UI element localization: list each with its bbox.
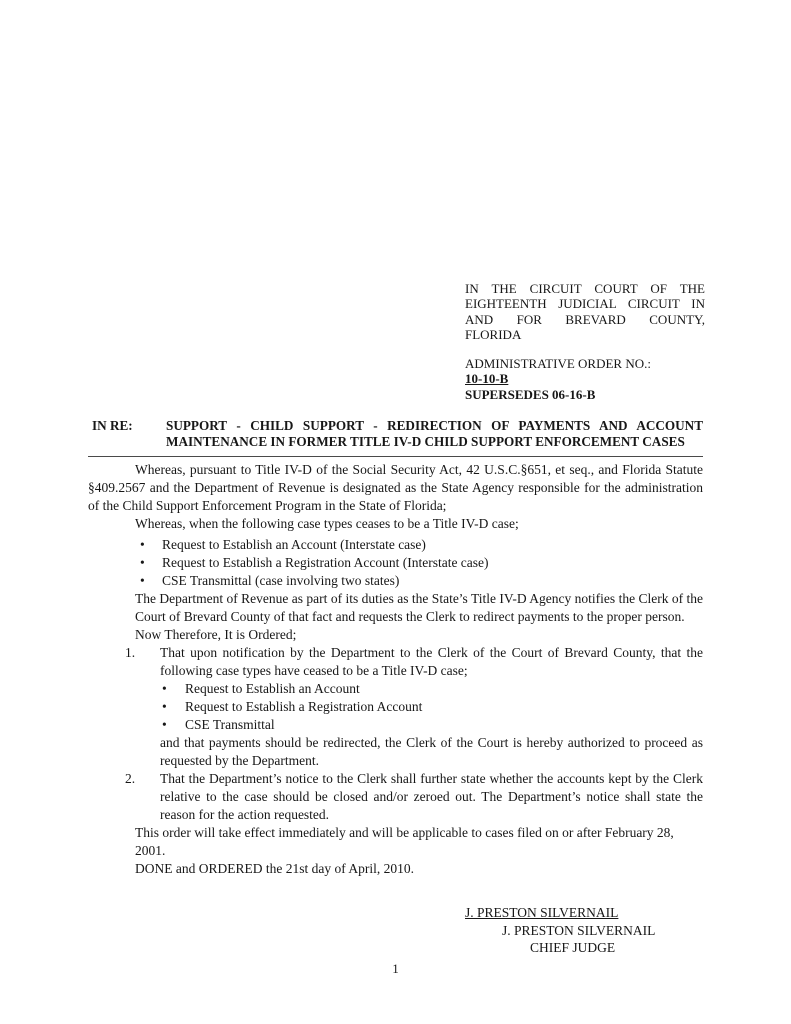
ordered-intro: Now Therefore, It is Ordered;	[135, 627, 297, 643]
done-ordered-line: DONE and ORDERED the 21st day of April, 2010.	[135, 861, 414, 877]
order-body	[88, 461, 703, 957]
admin-order-label: ADMINISTRATIVE ORDER NO.:	[465, 356, 651, 372]
list-item: • CSE Transmittal	[185, 716, 703, 734]
list-item: • Request to Establish a Registration Account (Interstate case)	[162, 554, 703, 572]
court-header-line: IN THE CIRCUIT COURT OF THE	[465, 281, 705, 296]
in-re-label: IN RE:	[92, 418, 133, 434]
administrative-order-block	[465, 356, 705, 402]
whereas-paragraph: Whereas, pursuant to Title IV-D of the Social Security Act, 42 U.S.C.§651, et seq., and Florida Statute §409.2567 and the Department of Revenue is designated as the State Agency responsible for the administration of the Child Support Enforcement Program in the State of Florida;	[88, 462, 703, 514]
in-re-subject-line: SUPPORT - CHILD SUPPORT - REDIRECTION OF PAYMENTS AND ACCOUNT	[166, 418, 703, 434]
court-header-line: EIGHTEENTH JUDICIAL CIRCUIT IN	[465, 296, 705, 312]
court-header-line: FLORIDA	[465, 326, 522, 342]
in-re-subject	[166, 418, 703, 449]
court-header-line: AND FOR BREVARD COUNTY,	[465, 311, 705, 327]
item-number: 2.	[125, 771, 136, 787]
list-item: • Request to Establish an Account (Interstate case)	[162, 536, 703, 554]
list-item: • CSE Transmittal (case involving two states)	[162, 572, 703, 590]
signature-name: J. PRESTON SILVERNAIL	[465, 905, 619, 921]
item-text: That upon notification by the Department to the Clerk of the Court of Brevard County, that the following case types have ceased to be a Title IV-D case;	[160, 645, 703, 679]
signature-printed-name: J. PRESTON SILVERNAIL	[502, 922, 656, 938]
dor-paragraph: The Department of Revenue as part of its duties as the State’s Title IV-D Agency notifies the Clerk of the Court of Brevard County of that fact and requests the Clerk to redirect payments to the proper person.	[135, 591, 703, 625]
ordered-item-2	[125, 770, 703, 824]
list-item: • Request to Establish an Account	[185, 680, 703, 698]
signature-block	[465, 904, 703, 957]
effective-paragraph: This order will take effect immediately and will be applicable to cases filed on or after February 28, 2001.	[135, 825, 674, 859]
divider-rule	[88, 456, 703, 457]
item-number: 1.	[125, 645, 136, 661]
supersedes-note: SUPERSEDES 06-16-B	[465, 386, 596, 402]
in-re-heading	[88, 418, 703, 449]
signature-title: CHIEF JUDGE	[530, 940, 616, 956]
list-item: • Request to Establish a Registration Account	[185, 698, 703, 716]
case-type-list	[88, 536, 703, 590]
item-continuation: and that payments should be redirected, the Clerk of the Court is hereby authorized to proceed as requested by the Department.	[160, 735, 703, 769]
case-type-sublist	[88, 680, 703, 734]
whereas-paragraph: Whereas, when the following case types ceases to be a Title IV-D case;	[135, 516, 519, 532]
item-text: That the Department’s notice to the Clerk shall further state whether the accounts kept by the Clerk relative to the case should be closed and/or zeroed out. The Department’s notice shall state the reason for the action requested.	[160, 771, 703, 823]
order-number: 10-10-B	[465, 371, 509, 387]
in-re-subject-line: MAINTENANCE IN FORMER TITLE IV-D CHILD SUPPORT ENFORCEMENT CASES	[166, 433, 685, 449]
page-number: 1	[392, 961, 399, 976]
court-header	[465, 281, 705, 342]
ordered-item-1	[125, 644, 703, 680]
